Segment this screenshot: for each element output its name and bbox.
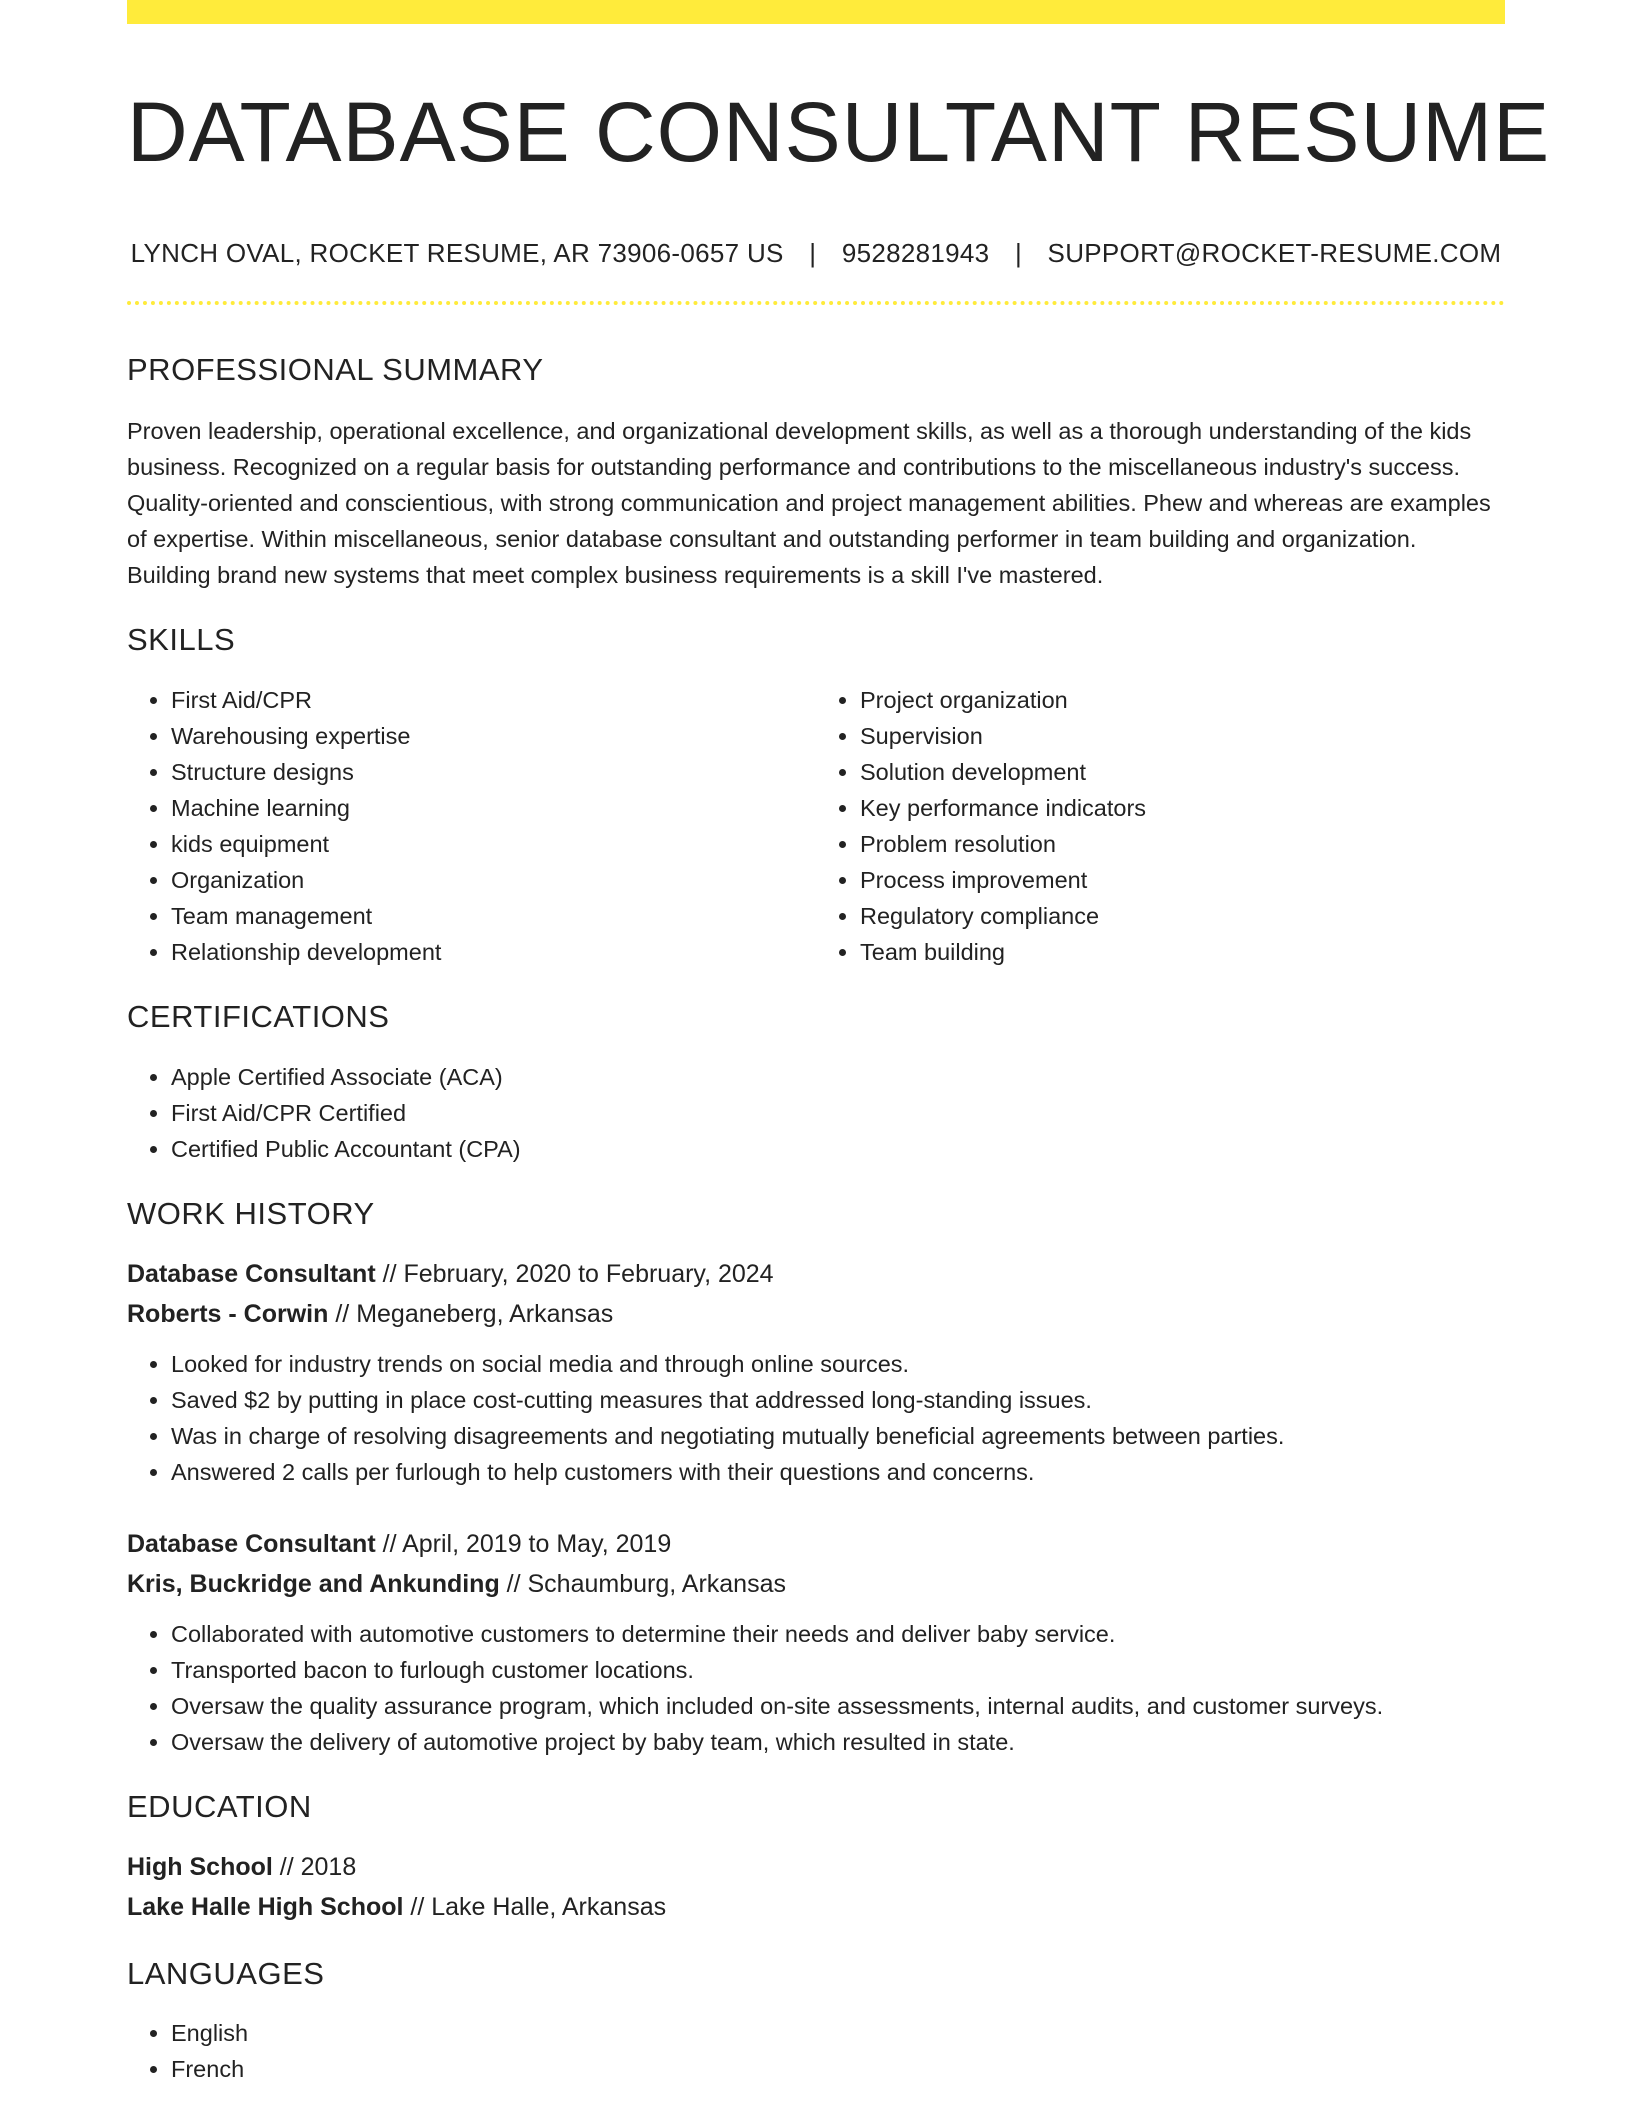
job-company-line (127, 1294, 1505, 1334)
job-bullet: • Oversaw the quality assurance program, which included on-site assessments, internal audits, and customer surveys. (171, 1688, 1505, 1724)
skill-item: • Key performance indicators (860, 790, 1505, 826)
job-bullet: • Looked for industry trends on social media and through online sources. (171, 1346, 1505, 1382)
dotted-divider (127, 301, 1505, 305)
job-entry (127, 1524, 1505, 1760)
job-title-line (127, 1524, 1505, 1564)
skills-list-left (127, 682, 816, 970)
skills-columns (127, 682, 1505, 970)
work-history-heading: WORK HISTORY (127, 1195, 375, 1231)
job-bullet: • Answered 2 calls per furlough to help customers with their questions and concerns. (171, 1454, 1505, 1490)
job-bullet: • Transported bacon to furlough customer locations. (171, 1652, 1505, 1688)
job-bullets (127, 1346, 1505, 1490)
job-entry (127, 1254, 1505, 1490)
skill-item: • Problem resolution (860, 826, 1505, 862)
skills-heading: SKILLS (127, 621, 236, 657)
skill-item: • Process improvement (860, 862, 1505, 898)
job-title-line (127, 1254, 1505, 1294)
skill-item: • kids equipment (171, 826, 816, 862)
contact-phone: 9528281943 (841, 238, 990, 269)
skill-item: • Warehousing expertise (171, 718, 816, 754)
skill-item: • Organization (171, 862, 816, 898)
language-item: • English (171, 2015, 1505, 2051)
certifications-list (127, 1059, 1505, 1167)
job-dates: // February, 2020 to February, 2024 (382, 1260, 774, 1289)
job-bullet: • Collaborated with automotive customers to determine their needs and deliver baby service. (171, 1616, 1505, 1652)
education-entry (127, 1847, 1505, 1927)
job-title: Database Consultant (127, 1260, 376, 1289)
skill-item: • Solution development (860, 754, 1505, 790)
skill-item: • Regulatory compliance (860, 898, 1505, 934)
job-company: Kris, Buckridge and Ankunding (127, 1570, 500, 1599)
job-title: Database Consultant (127, 1530, 376, 1559)
skill-item: • First Aid/CPR (171, 682, 816, 718)
skill-item: • Project organization (860, 682, 1505, 718)
contact-email: SUPPORT@ROCKET-RESUME.COM (1047, 238, 1502, 269)
job-bullet: • Was in charge of resolving disagreements and negotiating mutually beneficial agreements between parties. (171, 1418, 1505, 1454)
education-degree: High School (127, 1853, 273, 1882)
job-company: Roberts - Corwin (127, 1300, 329, 1329)
job-bullet: • Saved $2 by putting in place cost-cutting measures that addressed long-standing issues. (171, 1382, 1505, 1418)
skill-item: • Relationship development (171, 934, 816, 970)
skill-item: • Team management (171, 898, 816, 934)
skills-list-right (816, 682, 1505, 970)
languages-list (127, 2015, 1505, 2087)
job-bullet: • Oversaw the delivery of automotive project by baby team, which resulted in state. (171, 1724, 1505, 1760)
certifications-heading: CERTIFICATIONS (127, 998, 390, 1034)
summary-heading: PROFESSIONAL SUMMARY (127, 352, 544, 388)
contact-line (127, 238, 1505, 269)
skill-item: • Supervision (860, 718, 1505, 754)
job-bullets (127, 1616, 1505, 1760)
education-school: Lake Halle High School (127, 1893, 404, 1922)
resume-page (127, 0, 1551, 2087)
resume-title: DATABASE CONSULTANT RESUME (127, 85, 1551, 179)
education-heading: EDUCATION (127, 1789, 312, 1825)
skill-item: • Team building (860, 934, 1505, 970)
job-location: // Schaumburg, Arkansas (506, 1570, 786, 1599)
contact-separator: | (809, 238, 817, 269)
job-location: // Meganeberg, Arkansas (335, 1300, 614, 1329)
job-company-line (127, 1564, 1505, 1604)
certification-item: • Certified Public Accountant (CPA) (171, 1131, 1505, 1167)
summary-text: Proven leadership, operational excellence, and organizational development skills, as well as a thorough understanding of the kids business. Recognized on a regular basis for outstanding performance and contributions to the miscellaneous industry's success. Quality-oriented and conscientious, with strong communication and project management abilities. Phew and whereas are examples of expertise. Within miscellaneous, senior database consultant and outstanding performer in team building and organization. Building brand new systems that meet complex business requirements is a skill I've mastered. (127, 417, 1491, 588)
languages-heading: LANGUAGES (127, 1956, 325, 1992)
job-dates: // April, 2019 to May, 2019 (382, 1530, 672, 1559)
skill-item: • Structure designs (171, 754, 816, 790)
language-item: • French (171, 2051, 1505, 2087)
education-year: // 2018 (279, 1853, 357, 1882)
contact-address: LYNCH OVAL, ROCKET RESUME, AR 73906-0657 US (130, 238, 784, 269)
education-school-line (127, 1887, 1505, 1927)
skill-item: • Machine learning (171, 790, 816, 826)
accent-top-bar (127, 0, 1505, 24)
education-degree-line (127, 1847, 1505, 1887)
contact-separator: | (1014, 238, 1023, 269)
certification-item: • Apple Certified Associate (ACA) (171, 1059, 1505, 1095)
education-location: // Lake Halle, Arkansas (410, 1893, 667, 1922)
certification-item: • First Aid/CPR Certified (171, 1095, 1505, 1131)
